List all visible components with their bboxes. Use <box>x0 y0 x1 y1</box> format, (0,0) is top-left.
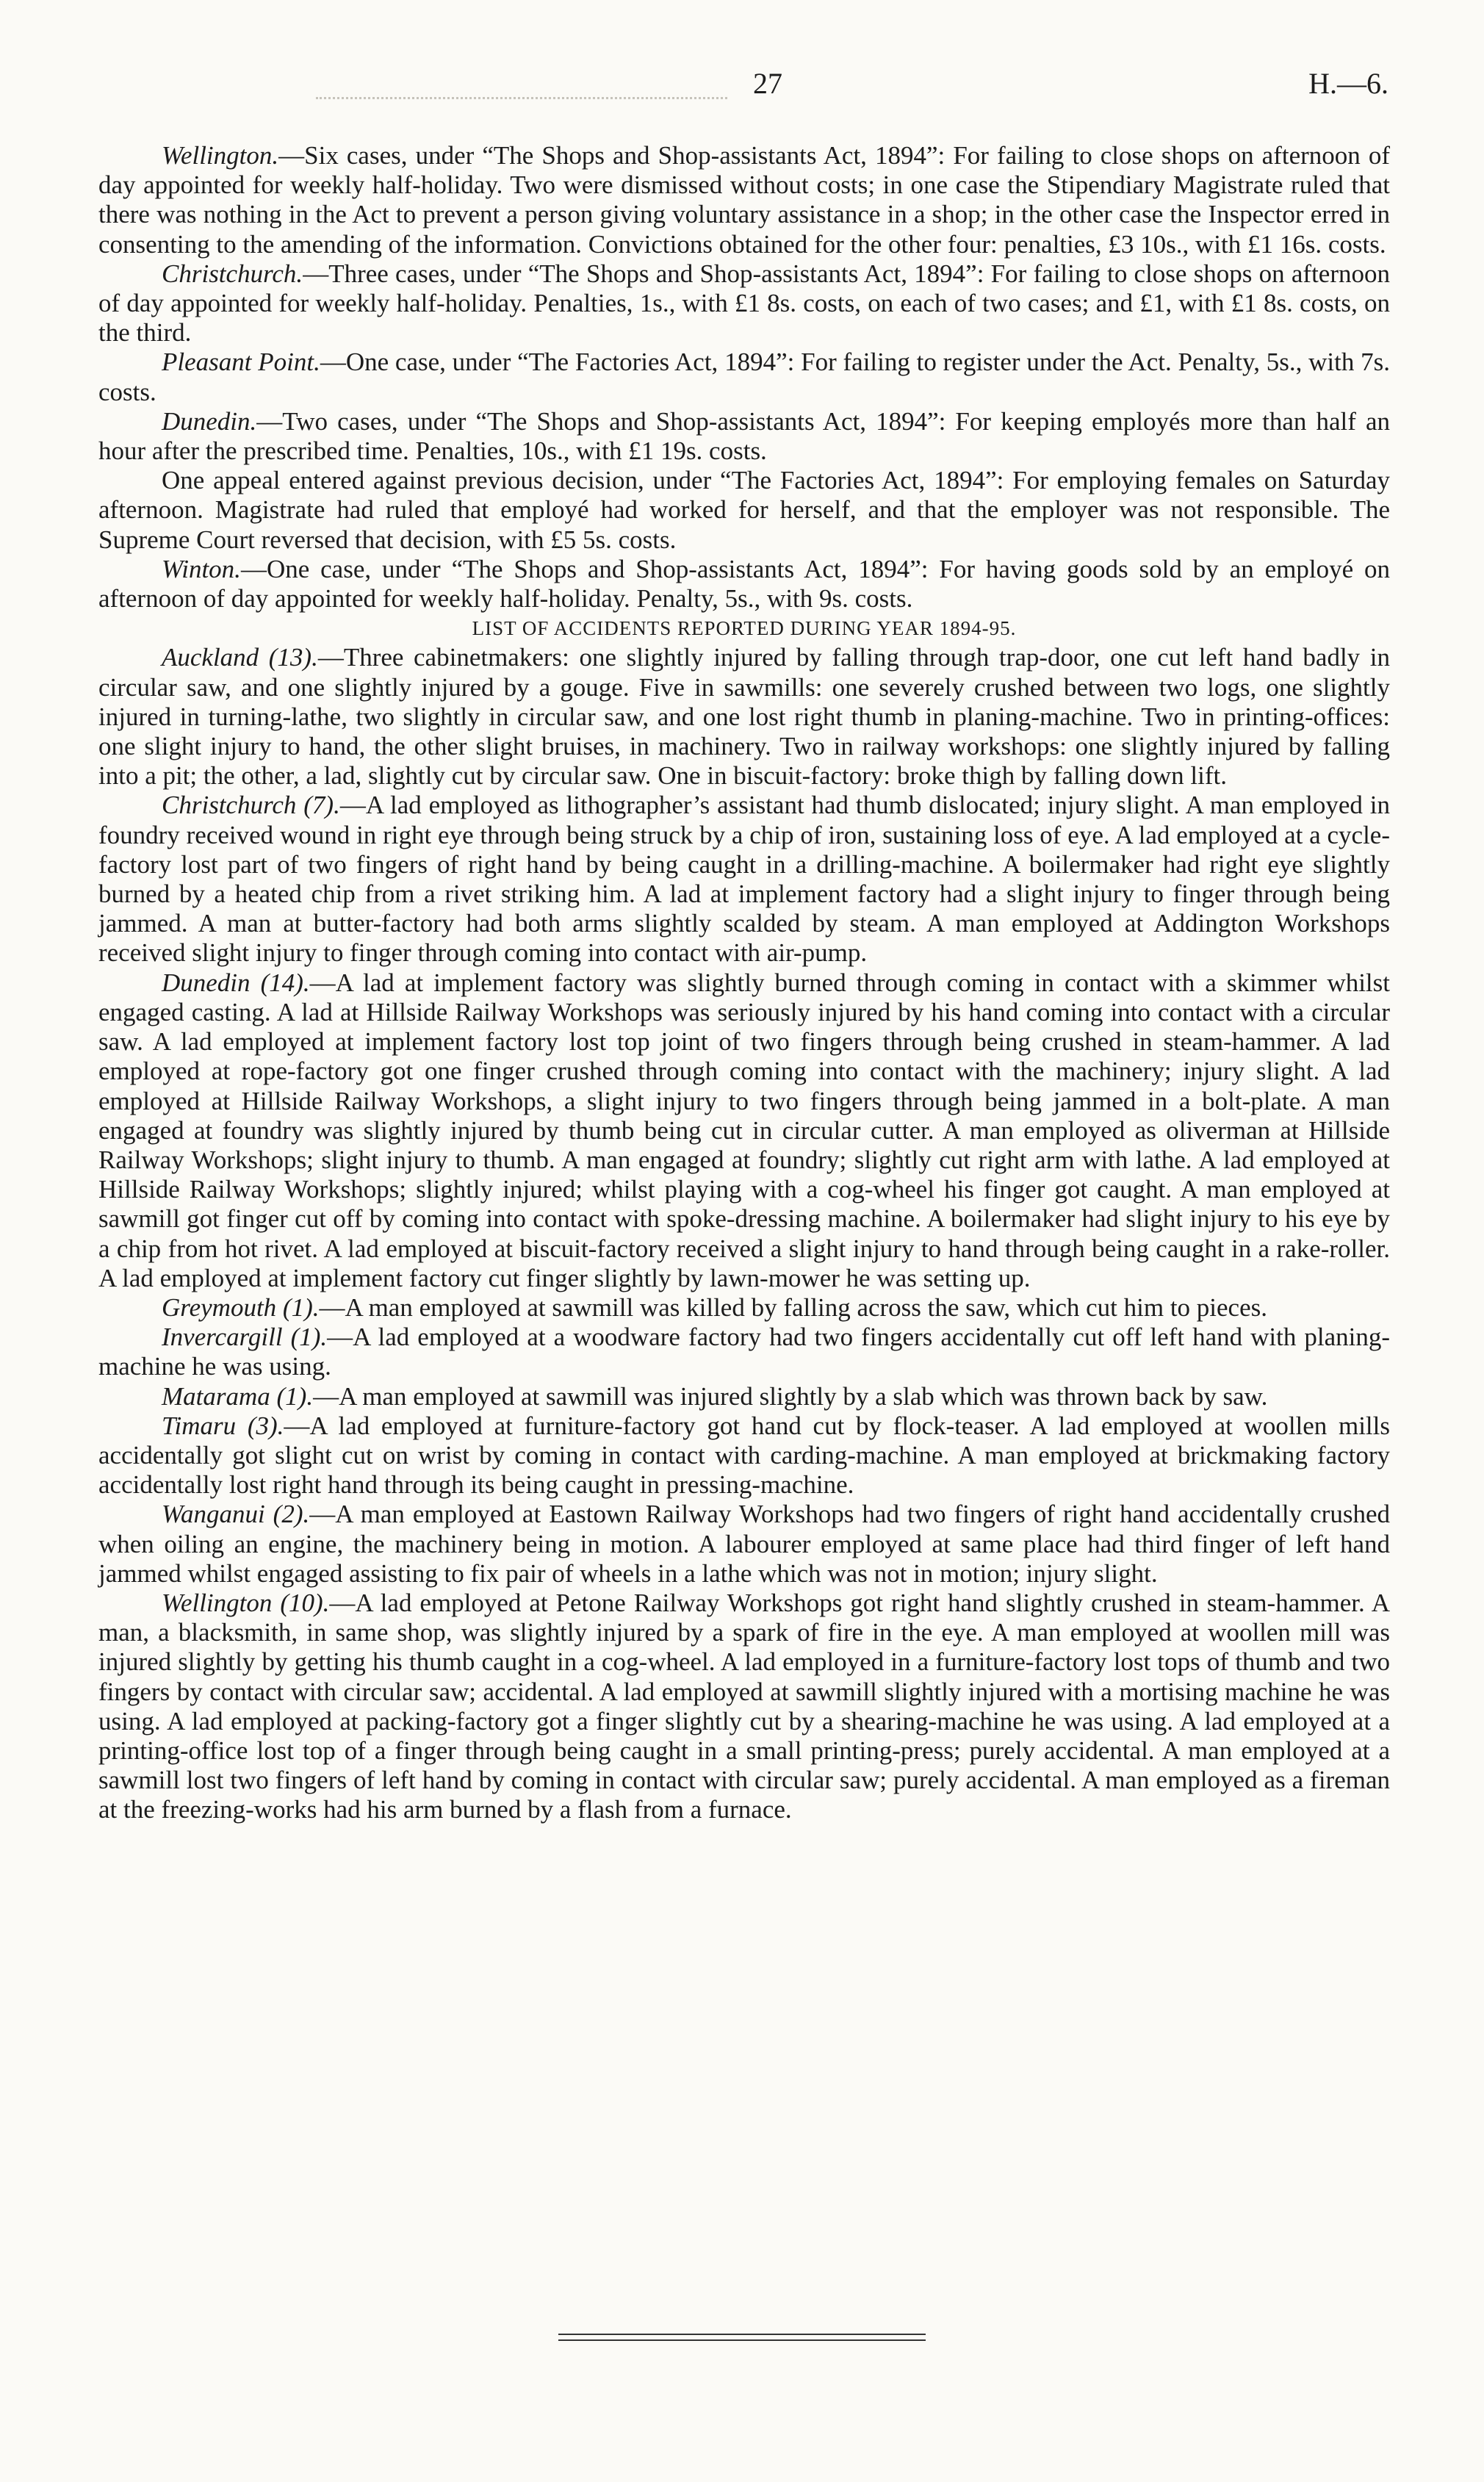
prosecution-paragraph <box>98 555 1390 614</box>
accidents-section-title: LIST OF ACCIDENTS REPORTED DURING YEAR 1894-95. <box>472 617 1017 640</box>
place-name: Christchurch (7). <box>162 791 340 820</box>
closing-rule <box>558 2334 926 2335</box>
place-name: Winton. <box>162 554 241 583</box>
accident-paragraph <box>98 968 1390 1293</box>
document-reference: H.—6. <box>1308 67 1388 100</box>
paragraph-text: —A man employed at Eastown Railway Workshops had two fingers of right hand accidentally crushed when oiling an engine, the machinery being in motion. A labourer employed at same place had third finger of left hand jammed whilst engaged assisting to fix pair of wheels in a lathe which was not in motion; injury slight. <box>98 1500 1390 1588</box>
place-name: Matarama (1). <box>162 1381 314 1411</box>
prosecution-paragraph <box>98 141 1390 259</box>
paragraph-text: One appeal entered against previous decision, under “The Factories Act, 1894”: For employing females on Saturday afternoon. Magistrate had ruled that employé had worked for herself, and that the employer was not responsible. The Supreme Court reversed that decision, with £5 5s. costs. <box>98 466 1390 554</box>
paragraph-text: —Three cabinetmakers: one slightly injured by falling through trap-door, one cut left hand badly in circular saw, and one slightly injured by a gouge. Five in sawmills: one severely crushed between two logs, one slightly injured in turning-lathe, two slightly in circular saw, and one lost right thumb in planing-machine. Two in printing-offices: one slight injury to hand, the other slight bruises, in machinery. Two in railway workshops: one slightly injured by falling into a pit; the other, a lad, slightly cut by circular saw. One in biscuit-factory: broke thigh by falling down lift. <box>98 643 1391 791</box>
paragraph-text: —A lad employed at a woodware factory had two fingers accidentally cut off left hand with planing-machine he was using. <box>98 1323 1390 1381</box>
paragraph-text: —A lad employed as lithographer’s assistant had thumb dislocated; injury slight. A man employed in foundry received wound in right eye through being struck by a chip of iron, sustaining loss of eye. A lad employed at a cycle-factory lost part of two fingers of right hand by being caught in a drilling-machine. A boilermaker had right eye slightly burned by a heated chip from a rivet striking him. A lad at implement factory had a slight injury to finger through being jammed. A man at butter-factory had both arms slightly scalded by steam. A man employed at Addington Workshops received slight injury to finger through coming into contact with air-pump. <box>98 791 1390 968</box>
accident-paragraph <box>98 1411 1390 1500</box>
place-name: Christchurch. <box>162 259 303 288</box>
paragraph-text: —A man employed at sawmill was killed by falling across the saw, which cut him to pieces. <box>319 1292 1267 1322</box>
page-header <box>147 66 1388 110</box>
prosecution-paragraph <box>98 259 1390 348</box>
prosecution-paragraph <box>98 407 1390 466</box>
place-name: Wanganui (2). <box>162 1500 310 1529</box>
paragraph-text: —A man employed at sawmill was injured slightly by a slab which was thrown back by saw. <box>313 1381 1268 1411</box>
paragraph-text: —Three cases, under “The Shops and Shop-assistants Act, 1894”: For failing to close shops on afternoon of day appointed for weekly half-holiday. Penalties, 1s., with £1 8s. costs, on each of two cases; and £1, with £1 8s. costs, on the third. <box>98 259 1390 348</box>
prosecution-paragraph <box>98 466 1390 555</box>
paragraph-text: —A lad at implement factory was slightly burned through coming in contact with a skimmer whilst engaged casting. A lad at Hillside Railway Workshops was seriously injured by his hand coming into contact with a circular saw. A lad employed at implement factory lost top joint of two fingers through being crushed in steam-hammer. A lad employed at rope-factory got one finger crushed through coming into contact with the machinery; injury slight. A lad employed at Hillside Railway Workshops, a slight injury to two fingers through being jammed in a bolt-plate. A man engaged at foundry was slightly injured by thumb being cut in circular cutter. A man employed as oliverman at Hillside Railway Workshops; slight injury to thumb. A man engaged at foundry; slightly cut right arm with lathe. A lad employed at Hillside Railway Workshops; slightly injured; whilst playing with a cog-wheel his finger got caught. A man employed at sawmill got finger cut off by coming into contact with spoke-dressing machine. A boilermaker had slight injury to his eye by a chip from hot rivet. A lad employed at biscuit-factory received a slight injury to hand through being caught in a rake-roller. A lad employed at implement factory cut finger slightly by lawn-mower he was setting up. <box>98 968 1390 1292</box>
prosecution-paragraph <box>98 348 1390 406</box>
place-name: Auckland (13). <box>162 643 318 672</box>
closing-rule <box>558 2339 926 2341</box>
accident-paragraph <box>98 1500 1390 1589</box>
accident-paragraph <box>98 1323 1390 1381</box>
paragraph-text: —A lad employed at furniture-factory got hand cut by flock-teaser. A lad employed at woollen mills accidentally got slight cut on wrist by coming in contact with carding-machine. A man employed at brickmaking factory accidentally lost right hand through its being caught in pressing-machine. <box>98 1411 1390 1500</box>
page-number: 27 <box>753 67 782 100</box>
accident-paragraph <box>98 1293 1390 1323</box>
place-name: Pleasant Point. <box>162 348 320 377</box>
page-body <box>98 141 1390 1825</box>
accident-paragraph <box>98 1589 1390 1825</box>
paragraph-text: —A lad employed at Petone Railway Workshops got right hand slightly crushed in steam-hammer. A man, a blacksmith, in same shop, was slightly injured by a spark of fire in the eye. A man employed at woollen mill was injured slightly by getting his thumb caught in a cog-wheel. A lad employed in a furniture-factory lost tops of thumb and two fingers by contact with circular saw; accidental. A lad employed at sawmill slightly injured with a mortising machine he was using. A lad employed at packing-factory got a finger slightly cut by a shearing-machine he was using. A lad employed at a printing-office lost top of a finger through being caught in a small printing-press; purely accidental. A man employed at a sawmill lost two fingers of left hand by coming in contact with circular saw; purely accidental. A man employed as a fireman at the freezing-works had his arm burned by a flash from a furnace. <box>98 1588 1390 1824</box>
accident-paragraph <box>98 643 1390 791</box>
place-name: Dunedin. <box>162 406 257 436</box>
paragraph-text: —Two cases, under “The Shops and Shop-assistants Act, 1894”: For keeping employés more than half an hour after the prescribed time. Penalties, 10s., with £1 19s. costs. <box>98 406 1390 466</box>
accident-paragraph <box>98 791 1390 968</box>
place-name: Timaru (3). <box>162 1411 284 1440</box>
paragraph-text: —One case, under “The Factories Act, 1894”: For failing to register under the Act. Penalty, 5s., with 7s. costs. <box>98 348 1390 406</box>
accident-paragraph <box>98 1382 1390 1411</box>
place-name: Wellington. <box>162 141 279 170</box>
place-name: Greymouth (1). <box>162 1292 320 1322</box>
paragraph-text: —Six cases, under “The Shops and Shop-assistants Act, 1894”: For failing to close shops on afternoon of day appointed for weekly half-holiday. Two were dismissed without costs; in one case the Stipendiary Magistrate ruled that there was nothing in the Act to prevent a person giving voluntary assistance in a shop; in the other case the Inspector erred in consenting to the amending of the information. Convictions obtained for the other four: penalties, £3 10s., with £1 16s. costs. <box>98 141 1390 259</box>
place-name: Dunedin (14). <box>162 968 310 997</box>
place-name: Invercargill (1). <box>162 1323 328 1352</box>
place-name: Wellington (10). <box>162 1588 330 1617</box>
paragraph-text: —One case, under “The Shops and Shop-assistants Act, 1894”: For having goods sold by an employé on afternoon of day appointed for weekly half-holiday. Penalty, 5s., with 9s. costs. <box>98 554 1390 614</box>
